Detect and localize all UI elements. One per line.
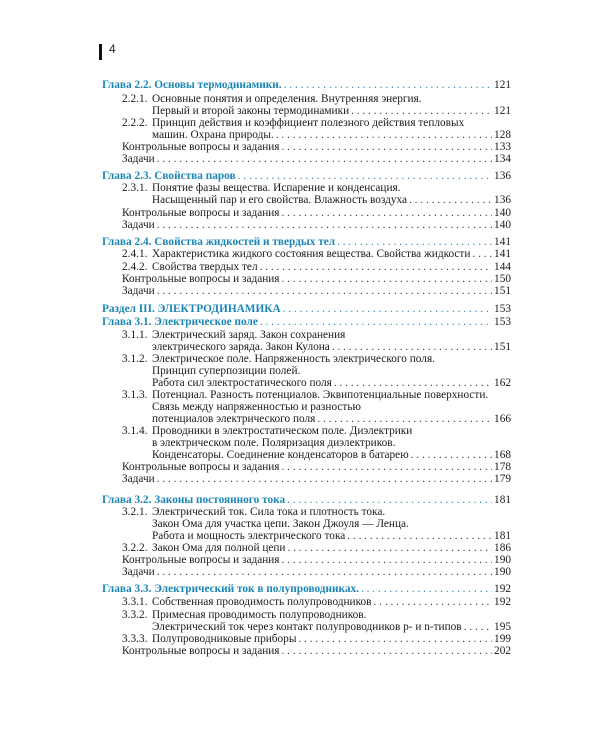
entry-title: Примесная проводимость полупроводников. (152, 609, 367, 621)
page-ref: 136 (494, 194, 511, 206)
section-number: 2.3.1. (122, 182, 148, 194)
entry-title: Принцип действия и коэффициент полезного действия тепловых (152, 117, 465, 129)
section-number: 3.3.3. (122, 633, 148, 645)
entry-title: потенциалов электрического поля (152, 413, 316, 425)
page-ref: 192 (494, 583, 511, 595)
page-ref: 141 (494, 236, 511, 248)
page-ref: 140 (494, 207, 511, 219)
entry-title: Задачи (122, 219, 155, 231)
toc-entry (122, 153, 511, 166)
section-number: 3.1.3. (122, 389, 148, 401)
entry-title: Глава 2.4. Свойства жидкостей и твердых тел (102, 236, 336, 248)
toc-entry (152, 194, 511, 207)
entry-title: Задачи (122, 473, 155, 485)
entry-title: Закон Ома для участка цепи. Закон Джоуля — Ленца. (152, 518, 409, 530)
entry-title: Задачи (122, 153, 155, 165)
entry-title: Электрическое поле. Напряженность электрического поля. (152, 353, 435, 365)
page-ref: 150 (494, 273, 511, 285)
section-number: 3.2.1. (122, 506, 148, 518)
entry-title: Задачи (122, 285, 155, 297)
toc-entry (122, 248, 511, 261)
toc-heading (102, 316, 511, 329)
entry-title: машин. Охрана природы. (152, 129, 274, 141)
section-number: 2.2.1. (122, 93, 148, 105)
entry-title: Понятие фазы вещества. Испарение и конденсация. (152, 182, 401, 194)
entry-title: Электрический ток. Сила тока и плотность тока. (152, 506, 386, 518)
entry-title: Потенциал. Разность потенциалов. Эквипотенциальные поверхности. (152, 389, 489, 401)
section-number: 2.4.1. (122, 248, 148, 260)
entry-title: электрического заряда. Закон Кулона (152, 341, 330, 353)
toc-heading (102, 79, 511, 92)
page-ref: 179 (494, 473, 511, 485)
entry-title: Электрический заряд. Закон сохранения (152, 329, 346, 341)
entry-title: Глава 3.1. Электрическое поле (102, 316, 258, 328)
dot-leader (409, 194, 492, 207)
page-ref: 162 (494, 377, 511, 389)
dot-leader (374, 596, 493, 609)
page-ref: 190 (494, 554, 511, 566)
page-ref: 151 (494, 341, 511, 353)
dot-leader (283, 303, 492, 316)
entry-title: Принцип суперпозиции полей. (152, 365, 301, 377)
page-ref: 141 (494, 248, 511, 260)
entry-title: Свойства твердых тел (152, 261, 258, 273)
entry-title: Полупроводниковые приборы (152, 633, 297, 645)
entry-title: Конденсаторы. Соединение конденсаторов в батарею (152, 449, 409, 461)
page-ref: 128 (494, 129, 511, 141)
toc-entry (122, 566, 511, 579)
dot-leader (282, 645, 493, 658)
entry-title: Работа и мощность электрического тока (152, 530, 346, 542)
section-number: 3.2.2. (122, 542, 148, 554)
section-number: 3.3.2. (122, 609, 148, 621)
entry-title: Насыщенный пар и его свойства. Влажность воздуха (152, 194, 408, 206)
page-ref: 178 (494, 461, 511, 473)
entry-title: Контрольные вопросы и задания (122, 141, 280, 153)
page-ref: 133 (494, 141, 511, 153)
section-number: 2.4.2. (122, 261, 148, 273)
dot-leader (157, 473, 492, 486)
page-ref: 144 (494, 261, 511, 273)
toc-heading (102, 583, 511, 596)
page-ref: 186 (494, 542, 511, 554)
toc-entry (122, 285, 511, 298)
toc-entry (122, 645, 511, 658)
toc-entry (122, 219, 511, 232)
page-ref: 190 (494, 566, 511, 578)
page-ref: 121 (494, 105, 511, 117)
section-number: 3.1.1. (122, 329, 148, 341)
entry-title: Первый и второй законы термодинамики (152, 105, 350, 117)
page-ref: 202 (494, 645, 511, 657)
entry-title: Контрольные вопросы и задания (122, 461, 280, 473)
toc-entry (122, 596, 511, 609)
entry-title: Глава 2.2. Основы термодинамики. (102, 79, 282, 91)
section-number: 3.3.1. (122, 596, 148, 608)
entry-title: Глава 3.3. Электрический ток в полупроводниках. (102, 583, 359, 595)
entry-title: Характеристика жидкого состояния вещества. Свойства жидкости (152, 248, 471, 260)
entry-title: Собственная проводимость полупроводников (152, 596, 372, 608)
entry-title: Задачи (122, 566, 155, 578)
entry-title: Контрольные вопросы и задания (122, 273, 280, 285)
page-ref: 151 (494, 285, 511, 297)
entry-title: Контрольные вопросы и задания (122, 645, 280, 657)
page-ref: 181 (494, 494, 511, 506)
entry-title: Контрольные вопросы и задания (122, 554, 280, 566)
page-ref: 181 (494, 530, 511, 542)
section-number: 2.2.2. (122, 117, 148, 129)
entry-title: Раздел III. ЭЛЕКТРОДИНАМИКА (102, 303, 281, 315)
page-ref: 153 (494, 316, 511, 328)
entry-title: Проводники в электростатическом поле. Диэлектрики (152, 425, 413, 437)
page-ref: 192 (494, 596, 511, 608)
page-ref: 140 (494, 219, 511, 231)
entry-title: Глава 2.3. Свойства паров (102, 170, 236, 182)
section-number: 3.1.2. (122, 353, 148, 365)
page-ref: 168 (494, 449, 511, 461)
toc-heading (102, 303, 511, 316)
page-ref: 195 (494, 621, 511, 633)
entry-title: Глава 3.2. Законы постоянного тока (102, 494, 286, 506)
dot-leader (472, 248, 492, 261)
entry-title: Электрический ток через контакт полупроводников p- и n-типов (152, 621, 462, 633)
dot-leader (157, 153, 492, 166)
dot-leader (157, 219, 492, 232)
page-ref: 136 (494, 170, 511, 182)
toc-entry (122, 473, 511, 486)
dot-leader (157, 285, 492, 298)
section-number: 3.1.4. (122, 425, 148, 437)
entry-title: Работа сил электростатического поля (152, 377, 332, 389)
dot-leader (260, 316, 492, 329)
dot-leader (284, 79, 492, 92)
page-ref: 199 (494, 633, 511, 645)
entry-title: в электрическом поле. Поляризация диэлектриков. (152, 437, 396, 449)
page-number: 4 (109, 42, 116, 56)
entry-title: Контрольные вопросы и задания (122, 207, 280, 219)
page-ref: 121 (494, 79, 511, 91)
page-ref: 166 (494, 413, 511, 425)
page-ref: 153 (494, 303, 511, 315)
entry-title: Связь между напряженностью и разностью (152, 401, 361, 413)
dot-leader (361, 583, 492, 596)
dot-leader (157, 566, 492, 579)
entry-title: Основные понятия и определения. Внутренняя энергия. (152, 93, 422, 105)
entry-title: Закон Ома для полной цепи (152, 542, 286, 554)
page-ref: 134 (494, 153, 511, 165)
